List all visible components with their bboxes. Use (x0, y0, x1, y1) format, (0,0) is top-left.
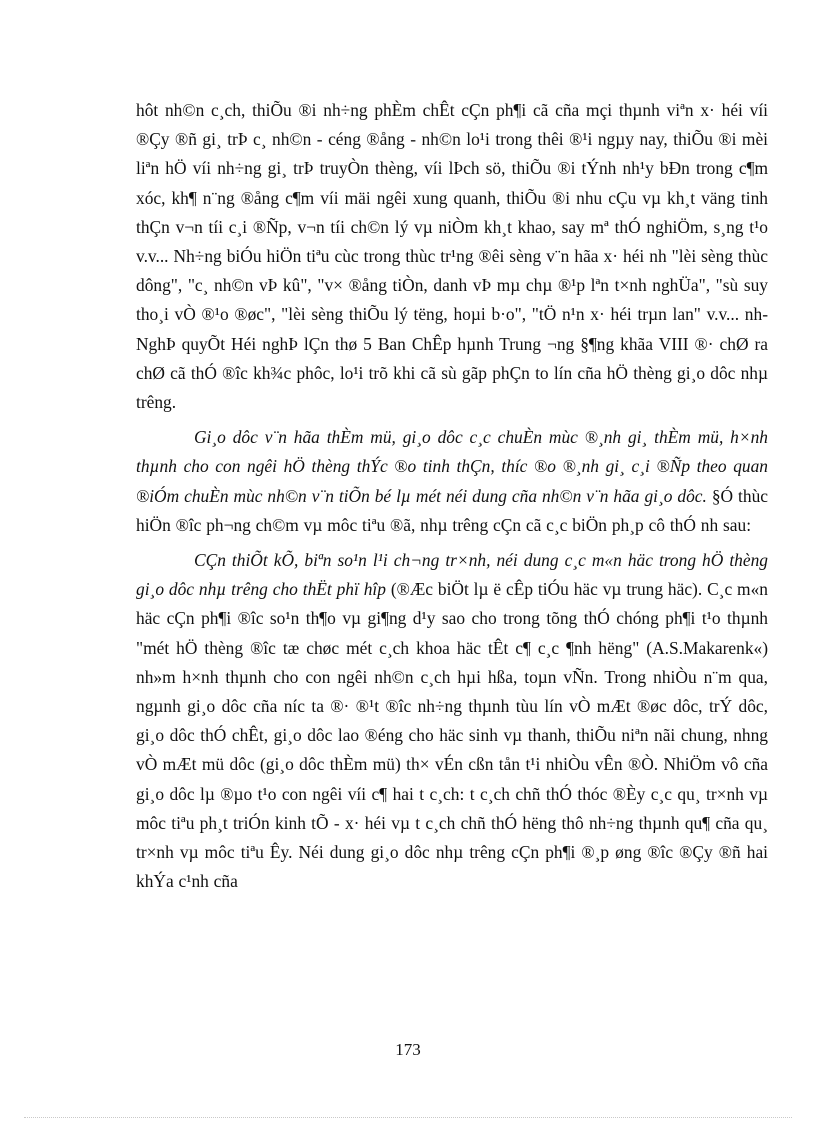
paragraph-1-text: hôt nh©n c¸ch, thiÕu ®i nh÷ng phÈm chÊt cÇn ph¶i cã cña mçi thµnh viªn x· héi víi ®Çy ®ñ gi¸ trÞ c¸ nh©n - céng ®ång - nh©n lo¹i trong thêi ®¹i ngµy nay, thiÕu ®i mèi liªn hÖ víi nh÷ng gi¸ trÞ truyÒn thèng, víi lÞch sö, thiÕu ®i tÝnh nh¹y bÐn trong c¶m xóc, kh¶ n¨ng ®ång c¶m víi mäi ngêi xung quanh, thiÕu ®i nhu cÇu vµ kh¸t väng tinh thÇn v¬n tíi c¸i ®Ñp, v¬n tíi ch©n lý vµ niÒm kh¸t khao, say mª thÓ nghiÖm, s¸ng t¹o v.v... Nh÷ng biÓu hiÖn tiªu cùc trong thùc tr¹ng ®êi sèng v¨n hãa x· héi nh "lèi sèng thùc dông", "c¸ nh©n vÞ kû", "v× ®ång tiÒn, danh vÞ mµ chµ ®¹p lªn t×nh nghÜa", "sù suy tho¸i vÒ ®¹o ®øc", "lèi sèng thiÕu lý tëng, hoµi b·o", "tÖ n¹n x· héi trµn lan" v.v... nh NghÞ quyÕt Héi nghÞ lÇn thø 5 Ban ChÊp hµnh Trung ¬ng §¶ng khãa VIII ®· chØ ra chØ cã thÓ ®îc kh¾c phôc, lo¹i trõ khi cã sù gãp phÇn to lín cña hÖ thèng gi¸o dôc nhµ trêng. (136, 100, 768, 413)
paragraph-3 (136, 546, 768, 896)
paragraph-2-italic-text: Gi¸o dôc v¨n hãa thÈm mü, gi¸o dôc c¸c chuÈn mùc ®¸nh gi¸ thÈm mü, h×nh thµnh cho con ngêi hÖ thèng thÝc ®o tinh thÇn, thíc ®o ®¸nh gi¸ c¸i ®Ñp theo quan ®iÓm chuÈn mùc nh©n v¨n tiÕn bé lµ mét néi dung cña nh©n v¨n hãa gi¸o dôc. (136, 427, 768, 506)
paragraph-2-text: §Ó thùc hiÖn ®îc ph¬ng ch©m vµ môc tiªu ®ã, nhµ trêng cÇn cã c¸c biÖn ph¸p cô thÓ nh sau: (136, 485, 768, 535)
page-number: 173 (395, 1040, 421, 1059)
page-bottom-divider (24, 1117, 792, 1118)
page-body (136, 96, 768, 896)
paragraph-3-text: (®Æc biÖt lµ ë cÊp tiÓu häc vµ trung häc). C¸c m«n häc cÇn ph¶i ®îc so¹n th¶o vµ gi¶ng d¹y sao cho trong tõng thÓ chóng ph¶i t¹o thµnh "mét hÖ thèng ®îc tæ chøc mét c¸ch khoa häc tÊt c¶ c¸c ¶nh hëng" (A.S.Makarenk«) nh»m h×nh thµnh cho con ngêi nh©n c¸ch hµi hßa, toµn vÑn. Trong nhiÒu n¨m qua, ngµnh gi¸o dôc cña níc ta ®· ®¹t ®îc nh÷ng thµnh tùu lín vÒ mÆt ®øc dôc, trÝ dôc, gi¸o dôc thÓ chÊt, gi¸o dôc lao ®éng cho häc sinh vµ thanh, thiÕu niªn nãi chung, nhng vÒ mÆt mü dôc (gi¸o dôc thÈm mü) th× vÉn cßn tån t¹i nhiÒu vÊn ®Ò. NhiÖm vô cña gi¸o dôc lµ ®µo t¹o con ngêi víi c¶ hai t c¸ch: t c¸ch chñ thÓ thóc ®Èy c¸c qu¸ tr×nh vµ môc tiªu ph¸t triÓn kinh tÕ - x· héi vµ t c¸ch chñ thÓ hëng thô nh÷ng thµnh qu¶ cña qu¸ tr×nh vµ môc tiªu Êy. Néi dung gi¸o dôc nhµ trêng cÇn ph¶i ®¸p øng ®îc ®Çy ®ñ hai khÝa c¹nh cña (136, 579, 768, 892)
paragraph-1 (136, 96, 768, 417)
paragraph-2 (136, 423, 768, 540)
paragraph-3-italic-text: CÇn thiÕt kÕ, biªn so¹n l¹i ch¬ng tr×nh, néi dung c¸c m«n häc trong hÖ thèng gi¸o dôc nhµ trêng cho thËt phï hîp (136, 550, 768, 600)
